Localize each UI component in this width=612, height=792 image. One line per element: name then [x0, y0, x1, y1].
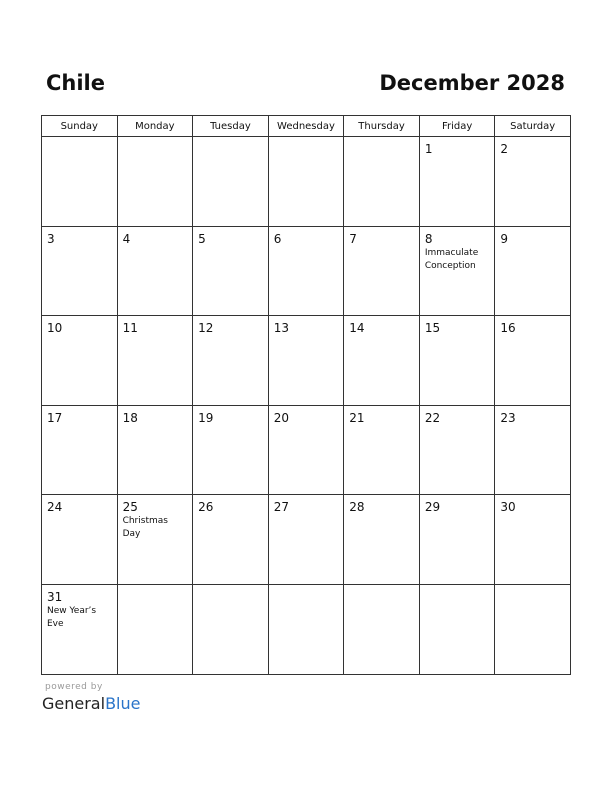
day-number: 6 — [273, 231, 282, 246]
day-number: 4 — [122, 231, 131, 246]
day-cell — [117, 226, 193, 316]
weekday-tuesday: Tuesday — [193, 116, 269, 137]
day-cell — [419, 226, 495, 316]
empty-day-cell — [344, 137, 420, 227]
weekday-saturday: Saturday — [495, 116, 571, 137]
day-number: 11 — [122, 321, 138, 336]
day-number: 31 — [47, 589, 63, 604]
day-number: 19 — [198, 410, 214, 425]
day-cell — [268, 316, 344, 406]
day-cell — [42, 495, 118, 585]
day-number: 15 — [424, 321, 441, 336]
calendar-body — [42, 137, 571, 675]
day-cell — [344, 495, 420, 585]
week-row — [42, 316, 571, 406]
day-cell — [419, 137, 495, 227]
day-cell — [42, 316, 118, 406]
empty-day-cell — [268, 584, 344, 674]
day-cell — [193, 495, 269, 585]
day-number: 8 — [424, 231, 433, 246]
weekday-thursday: Thursday — [344, 116, 420, 137]
day-number: 16 — [500, 321, 516, 336]
country-title: Chile — [46, 71, 106, 95]
day-cell — [495, 495, 571, 585]
day-number: 14 — [349, 321, 365, 336]
empty-day-cell — [495, 584, 571, 674]
empty-day-cell — [193, 137, 269, 227]
day-number: 20 — [273, 410, 289, 425]
day-number: 30 — [500, 500, 516, 515]
day-cell — [193, 226, 269, 316]
day-cell — [344, 226, 420, 316]
empty-day-cell — [117, 137, 193, 227]
day-cell — [193, 405, 269, 495]
empty-day-cell — [193, 584, 269, 674]
day-cell — [268, 226, 344, 316]
day-number: 3 — [47, 231, 55, 246]
empty-day-cell — [344, 584, 420, 674]
day-cell — [42, 405, 118, 495]
day-cell — [42, 226, 118, 316]
day-cell — [419, 495, 495, 585]
day-cell — [117, 495, 193, 585]
powered-by-text: powered by — [45, 682, 103, 692]
day-cell — [344, 316, 420, 406]
weekday-friday: Friday — [419, 116, 495, 137]
generalblue-logo[interactable] — [42, 694, 140, 714]
day-number: 17 — [47, 410, 63, 425]
weekday-wednesday: Wednesday — [268, 116, 344, 137]
weekday-monday: Monday — [117, 116, 193, 137]
day-number: 7 — [349, 231, 357, 246]
day-number: 23 — [500, 410, 516, 425]
holiday-label: New Year’s Eve — [47, 605, 97, 629]
calendar-grid — [41, 115, 571, 675]
day-cell — [344, 405, 420, 495]
day-cell — [117, 405, 193, 495]
day-cell — [495, 405, 571, 495]
logo-text-general: General — [42, 694, 106, 713]
day-cell — [419, 316, 495, 406]
empty-day-cell — [117, 584, 193, 674]
day-number: 28 — [349, 500, 365, 515]
empty-day-cell — [42, 137, 118, 227]
month-year-title: December 2028 — [379, 71, 565, 95]
empty-day-cell — [419, 584, 495, 674]
day-number: 1 — [424, 142, 433, 156]
day-cell — [419, 405, 495, 495]
day-number: 22 — [424, 410, 441, 425]
week-row — [42, 137, 571, 227]
day-cell — [495, 316, 571, 406]
day-number: 26 — [198, 500, 214, 515]
day-number: 21 — [349, 410, 365, 425]
day-cell — [495, 226, 571, 316]
empty-day-cell — [268, 137, 344, 227]
day-number: 9 — [500, 231, 509, 246]
day-number: 12 — [198, 321, 214, 336]
day-number: 27 — [273, 500, 289, 515]
day-number: 10 — [47, 321, 63, 336]
day-number: 2 — [500, 142, 509, 156]
day-number: 5 — [198, 231, 206, 246]
day-cell — [42, 584, 118, 674]
day-cell — [268, 495, 344, 585]
day-cell — [193, 316, 269, 406]
week-row — [42, 495, 571, 585]
weekday-header-row — [42, 116, 571, 137]
day-cell — [495, 137, 571, 227]
day-number: 18 — [122, 410, 138, 425]
week-row — [42, 405, 571, 495]
day-cell — [268, 405, 344, 495]
logo-text-blue: Blue — [105, 694, 141, 713]
day-number: 25 — [122, 500, 138, 515]
holiday-label: Immaculate Conception — [424, 247, 479, 271]
day-cell — [117, 316, 193, 406]
weekday-sunday: Sunday — [42, 116, 118, 137]
holiday-label: Christmas Day — [122, 516, 168, 540]
week-row — [42, 226, 571, 316]
week-row — [42, 584, 571, 674]
day-number: 13 — [273, 321, 289, 336]
day-number: 29 — [424, 500, 441, 515]
day-number: 24 — [47, 500, 63, 515]
